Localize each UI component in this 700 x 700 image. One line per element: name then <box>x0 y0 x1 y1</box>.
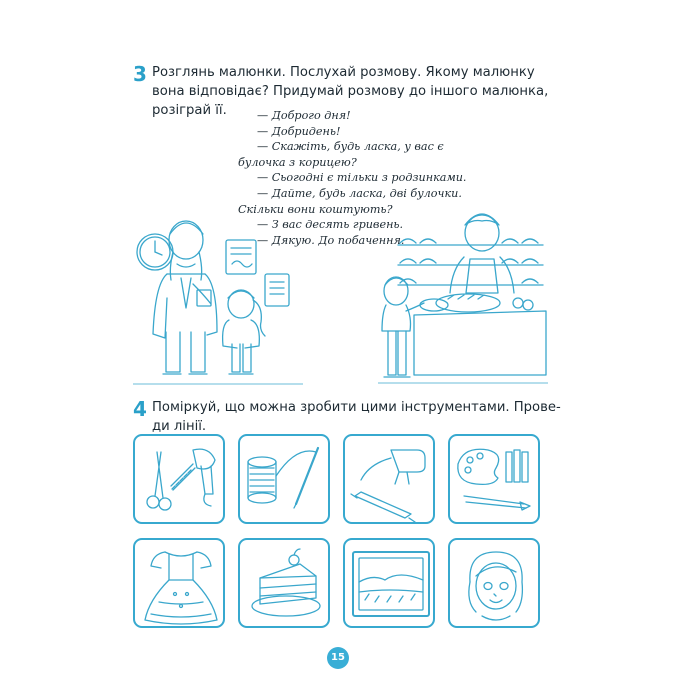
dialog-line: — Сьогодні є тільки з родзинками. <box>257 171 467 185</box>
task-4-number: 4 <box>133 397 147 421</box>
shop-counter <box>414 311 546 375</box>
paint-palette-brushes-icon <box>450 436 540 524</box>
task-4-line: Поміркуй, що можна зробити цими інструментами. Прове- <box>152 400 561 415</box>
task-3-line: вона відповідає? Придумай розмову до іншого малюнка, <box>152 84 549 99</box>
boy-figure <box>382 277 424 377</box>
cake-slice-icon <box>240 540 330 628</box>
baker-figure <box>450 214 514 293</box>
child-figure <box>223 290 265 374</box>
dialog-line: булочка з корицею? <box>238 155 357 169</box>
mixer-rolling-pin-icon <box>345 436 435 524</box>
doctor-figure <box>153 221 217 374</box>
girl-face-icon <box>450 540 540 628</box>
scissors-comb-hairdryer-icon <box>135 436 225 524</box>
task-3-number: 3 <box>133 62 147 86</box>
task-4-text <box>152 398 561 436</box>
card-dress[interactable] <box>133 538 225 628</box>
bakery-scene-illustration <box>378 207 548 387</box>
card-girl-face[interactable] <box>448 538 540 628</box>
dialog-line: — Доброго дня! <box>257 109 351 122</box>
bread-tray <box>420 294 533 312</box>
card-landscape-painting[interactable] <box>343 538 435 628</box>
dialog-line: Скільки вони коштують? <box>238 202 393 216</box>
page-number: 15 <box>327 647 349 669</box>
task-4-line: ди лінії. <box>152 419 207 434</box>
card-paint-palette-brushes[interactable] <box>448 434 540 524</box>
clock-icon <box>137 234 173 270</box>
wall-chart-icon <box>226 240 256 274</box>
dialog-line: — Дякую. До побачення. <box>257 233 405 247</box>
task-3-line: Розглянь малюнки. Послухай розмову. Якому малюнку <box>152 65 535 80</box>
card-cake-slice[interactable] <box>238 538 330 628</box>
card-scissors-comb-hairdryer[interactable] <box>133 434 225 524</box>
dialog-line: — Добридень! <box>257 124 341 138</box>
card-thread-needle[interactable] <box>238 434 330 524</box>
doctor-scene-illustration <box>133 212 303 387</box>
card-mixer-rolling-pin[interactable] <box>343 434 435 524</box>
clipboard-icon <box>265 274 289 306</box>
landscape-painting-icon <box>345 540 435 628</box>
thread-needle-icon <box>240 436 330 524</box>
dress-icon <box>135 540 225 628</box>
task-3-line: розіграй її. <box>152 103 227 118</box>
dialog-line: — Скажіть, будь ласка, у вас є <box>257 140 444 154</box>
dialog-line: — Дайте, будь ласка, дві булочки. <box>257 186 462 200</box>
dialog-line: — З вас десять гривень. <box>257 218 404 232</box>
